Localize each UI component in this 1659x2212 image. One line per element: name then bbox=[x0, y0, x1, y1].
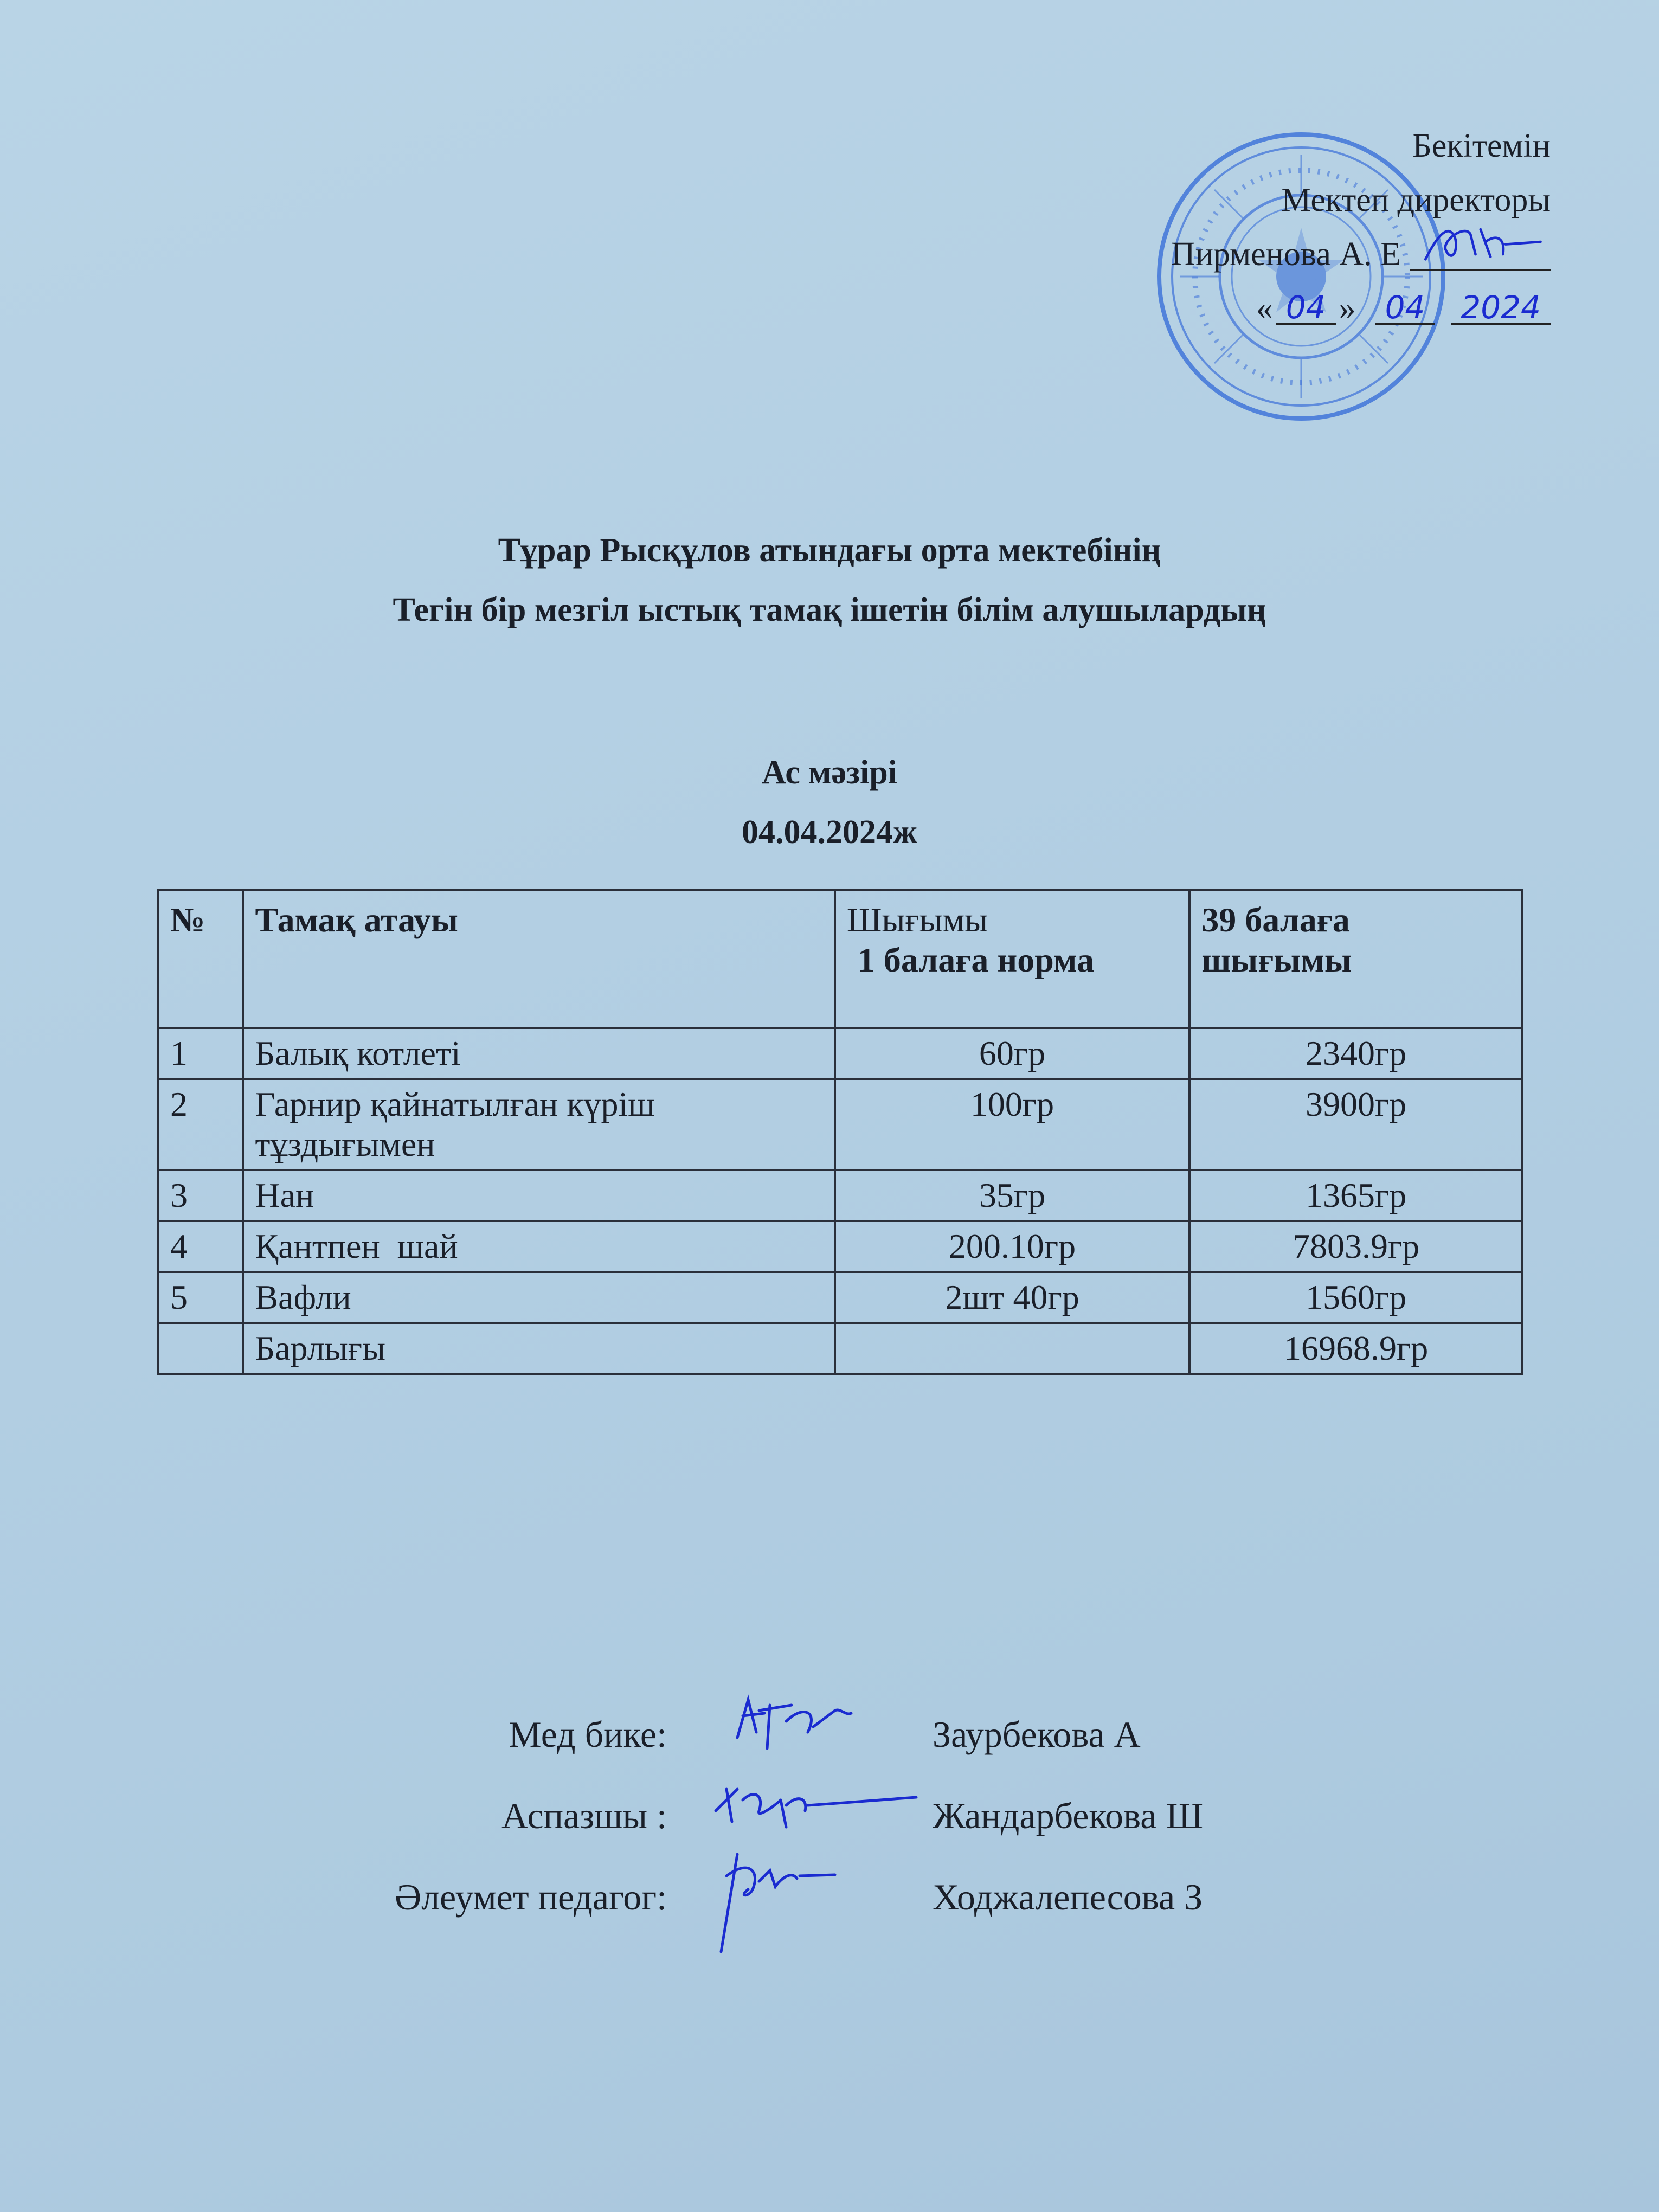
row-name: Қантпен шай bbox=[243, 1221, 834, 1272]
quote-open: « bbox=[1256, 290, 1273, 327]
row-total: 7803.9гр bbox=[1189, 1221, 1522, 1272]
header-name: Тамақ атауы bbox=[243, 890, 834, 1028]
row-num: 5 bbox=[158, 1272, 243, 1323]
row-num: 4 bbox=[158, 1221, 243, 1272]
row-total: 3900гр bbox=[1189, 1079, 1522, 1170]
table-row bbox=[158, 1170, 1522, 1221]
total-row-num bbox=[158, 1323, 243, 1374]
table-row bbox=[158, 1079, 1522, 1170]
approval-line-2: Мектеп директоры bbox=[1281, 182, 1551, 218]
row-name: Вафли bbox=[243, 1272, 834, 1323]
subtitle: Тегін бір мезгіл ыстық тамақ ішетін білім алушылардың bbox=[393, 591, 1266, 628]
director-signature-line bbox=[1410, 236, 1551, 271]
approval-line-1: Бекітемін bbox=[1412, 127, 1551, 164]
header-total-line2: шығымы bbox=[1201, 941, 1352, 979]
header-norm bbox=[835, 890, 1189, 1028]
signature-2 bbox=[705, 1773, 922, 1838]
signer-role: Әлеумет педагог: bbox=[395, 1876, 667, 1918]
table-header-row bbox=[158, 890, 1522, 1028]
row-norm: 200.10гр bbox=[835, 1221, 1189, 1272]
row-name: Балық котлеті bbox=[243, 1028, 834, 1079]
title-block bbox=[0, 520, 1659, 640]
table-row bbox=[158, 1221, 1522, 1272]
director-name: Пирменова А. Е bbox=[1171, 236, 1401, 273]
approval-date-year: 2024 bbox=[1451, 292, 1551, 325]
header-norm-line1: Шығымы bbox=[846, 901, 988, 939]
signature-1 bbox=[726, 1686, 867, 1757]
row-name: Нан bbox=[243, 1170, 834, 1221]
row-num: 2 bbox=[158, 1079, 243, 1170]
header-total bbox=[1189, 890, 1522, 1028]
row-total: 2340гр bbox=[1189, 1028, 1522, 1079]
row-norm: 35гр bbox=[835, 1170, 1189, 1221]
row-norm: 100гр bbox=[835, 1079, 1189, 1170]
document-title: Ас мәзірі bbox=[762, 754, 897, 791]
signer-role: Аспазшы : bbox=[501, 1795, 667, 1836]
total-row-norm bbox=[835, 1323, 1189, 1374]
quote-close: » bbox=[1339, 290, 1356, 327]
document-date: 04.04.2024ж bbox=[742, 814, 917, 851]
header-total-line1: 39 балаға bbox=[1201, 901, 1350, 939]
approval-date-day: 04 bbox=[1276, 292, 1336, 325]
menu-table bbox=[157, 889, 1523, 1375]
row-num: 3 bbox=[158, 1170, 243, 1221]
school-title: Тұрар Рысқұлов атындағы орта мектебінің bbox=[498, 532, 1161, 569]
signature-3 bbox=[705, 1838, 846, 1957]
row-total: 1560гр bbox=[1189, 1272, 1522, 1323]
table-row bbox=[158, 1272, 1522, 1323]
signer-name: Ходжалепесова З bbox=[933, 1876, 1203, 1918]
table-total-row bbox=[158, 1323, 1522, 1374]
approval-date-month: 04 bbox=[1375, 292, 1435, 325]
doc-title-block bbox=[0, 743, 1659, 862]
row-total: 1365гр bbox=[1189, 1170, 1522, 1221]
signer-row bbox=[0, 1876, 1659, 1941]
table-row bbox=[158, 1028, 1522, 1079]
signer-row bbox=[0, 1713, 1659, 1778]
row-num: 1 bbox=[158, 1028, 243, 1079]
header-num: № bbox=[158, 890, 243, 1028]
row-norm: 2шт 40гр bbox=[835, 1272, 1189, 1323]
total-row-label: Барлығы bbox=[243, 1323, 834, 1374]
header-norm-line2: 1 балаға норма bbox=[857, 941, 1095, 979]
row-norm: 60гр bbox=[835, 1028, 1189, 1079]
signer-name: Заурбекова А bbox=[933, 1714, 1141, 1755]
total-row-total: 16968.9гр bbox=[1189, 1323, 1522, 1374]
director-signature bbox=[1420, 215, 1551, 269]
signer-role: Мед бике: bbox=[509, 1714, 667, 1755]
approval-block bbox=[1063, 108, 1551, 325]
row-name: Гарнир қайнатылған күріш тұздығымен bbox=[243, 1079, 834, 1170]
signer-name: Жандарбекова Ш bbox=[933, 1795, 1204, 1836]
